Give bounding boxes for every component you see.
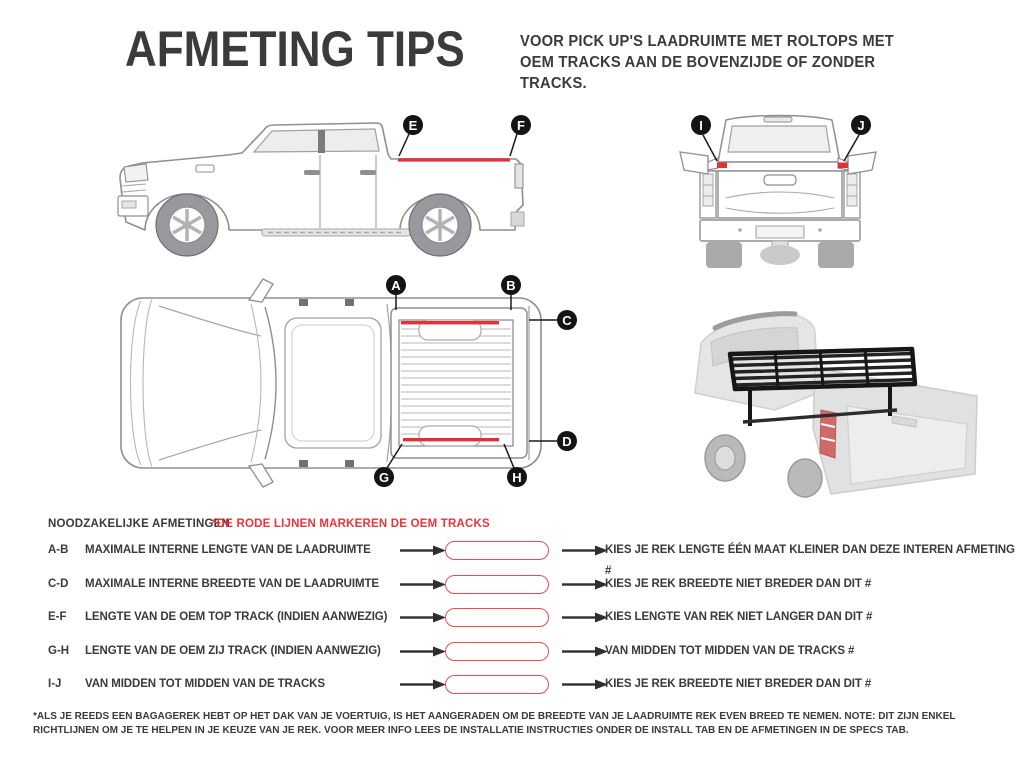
measurement-value-field[interactable] xyxy=(445,575,549,594)
arrow-right-icon xyxy=(562,646,608,657)
measurement-row-gh xyxy=(0,641,1024,662)
row-result: VAN MIDDEN TOT MIDDEN VAN DE TRACKS # xyxy=(605,644,855,657)
measurement-row-ab xyxy=(0,540,1024,577)
row-code: I-J xyxy=(48,678,62,690)
row-result: KIES LENGTE VAN REK NIET LANGER DAN DIT # xyxy=(605,611,873,623)
callout-b: B xyxy=(501,275,521,295)
arrow-right-icon xyxy=(400,545,446,556)
leader-lines-ef xyxy=(399,134,517,156)
row-code: G-H xyxy=(48,644,70,657)
row-code: C-D xyxy=(48,577,69,590)
oem-track-line-right-rail xyxy=(403,438,499,441)
row-result: KIES JE REK BREEDTE NIET BREDER DAN DIT # xyxy=(605,577,872,590)
arrow-right-icon xyxy=(562,545,608,556)
row-code: E-F xyxy=(48,611,67,623)
measurement-value-field[interactable] xyxy=(445,642,549,661)
truck-side-view-diagram xyxy=(112,110,548,260)
oem-track-line-top-rail xyxy=(398,158,510,161)
row-result: KIES JE REK BREEDTE NIET BREDER DAN DIT # xyxy=(605,678,872,690)
callout-e: E xyxy=(403,115,423,135)
arrow-right-icon xyxy=(400,612,446,623)
arrow-right-icon xyxy=(400,646,446,657)
row-label: LENGTE VAN DE OEM TOP TRACK (INDIEN AANWEZIG) xyxy=(85,611,388,623)
measurement-row-ef xyxy=(0,607,1024,628)
callout-c: C xyxy=(557,310,577,330)
b-pillar xyxy=(318,130,325,153)
arrow-right-icon xyxy=(400,679,446,690)
rack-truck-illustration xyxy=(655,298,1010,508)
callout-f: F xyxy=(511,115,531,135)
callout-h: H xyxy=(507,467,527,487)
callout-i: I xyxy=(691,115,711,135)
row-label: LENGTE VAN DE OEM ZIJ TRACK (INDIEN AANWEZIG) xyxy=(85,644,381,657)
arrow-right-icon xyxy=(562,612,608,623)
oem-track-mark-left xyxy=(717,163,727,169)
row-label: MAXIMALE INTERNE BREEDTE VAN DE LAADRUIMTE xyxy=(85,577,379,590)
callout-d: D xyxy=(557,431,577,451)
oem-track-line-left-rail xyxy=(401,321,499,324)
rear-wheel xyxy=(409,194,471,256)
truck-top-view-diagram xyxy=(115,276,580,491)
arrow-right-icon xyxy=(562,579,608,590)
callout-g: G xyxy=(374,467,394,487)
legend-oem-note: *DE RODE LIJNEN MARKEREN DE OEM TRACKS xyxy=(212,518,490,530)
row-label: MAXIMALE INTERNE LENGTE VAN DE LAADRUIMTE xyxy=(85,544,371,556)
measurement-row-ij xyxy=(0,674,1024,695)
measurement-value-field[interactable] xyxy=(445,675,549,694)
oem-track-mark-right xyxy=(838,163,848,169)
row-label: VAN MIDDEN TOT MIDDEN VAN DE TRACKS xyxy=(85,678,325,690)
legend-title: NOODZAKELIJKE AFMETINGEN xyxy=(48,518,230,530)
front-wheel xyxy=(156,194,218,256)
row-result: KIES JE REK LENGTE ÉÉN MAAT KLEINER DAN DEZE INTEREN AFMETING # xyxy=(605,544,1015,577)
footnote: *ALS JE REEDS EEN BAGAGEREK HEBT OP HET DAK VAN JE VOERTUIG, IS HET AANGERADEN OM DE BREEDTE VAN JE LAADRUIMTE REK EVEN BREED TE NEMEN. NOTE: DIT ZIJN ENKEL RICHTLIJNEN OM JE TE HELPEN IN JE KEUZE VAN JE REK. VOOR MEER INFO LEES DE INSTALLATIE INSTRUCTIES ONDER DE INSTALL TAB EN DE AFMETINGEN IN DE SPECS TAB. xyxy=(33,711,956,736)
callout-a: A xyxy=(386,275,406,295)
page-subtitle: VOOR PICK UP'S LAADRUIMTE MET ROLTOPS MET OEM TRACKS AAN DE BOVENZIJDE OF ZONDER TRACKS. xyxy=(520,33,894,92)
callout-j: J xyxy=(851,115,871,135)
row-code: A-B xyxy=(48,544,69,556)
measurement-value-field[interactable] xyxy=(445,541,549,560)
measurement-value-field[interactable] xyxy=(445,608,549,627)
arrow-right-icon xyxy=(562,679,608,690)
arrow-right-icon xyxy=(400,579,446,590)
page-title: AFMETING TIPS xyxy=(125,21,465,77)
measurement-row-cd xyxy=(0,574,1024,595)
